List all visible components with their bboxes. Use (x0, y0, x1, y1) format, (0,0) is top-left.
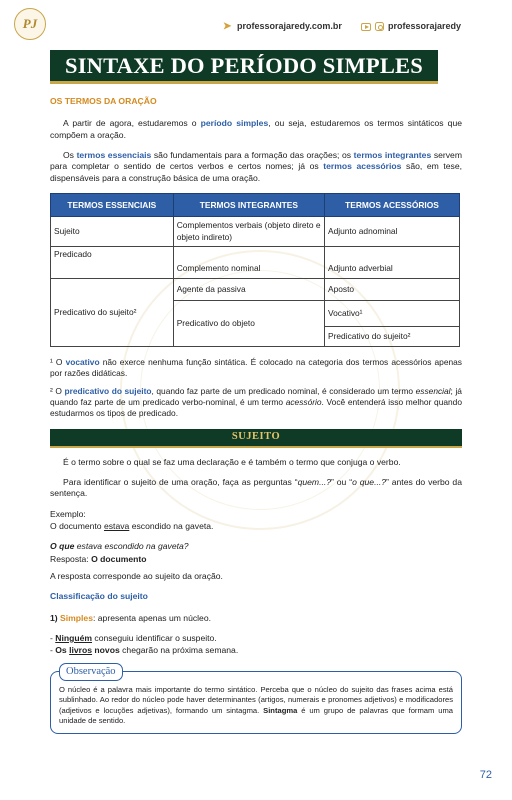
example-question: O que estava escondido na gaveta? (50, 541, 189, 552)
website-link[interactable] (223, 21, 342, 33)
sujeito-definition: É o termo sobre o qual se faz uma declaração e é também o termo que conjuga o verbo. (63, 456, 401, 467)
table-row (51, 279, 460, 301)
social-text: professorajaredy (388, 21, 462, 31)
example-sentence: O documento estava escondido na gaveta. (50, 520, 214, 531)
observation-box: Observação O núcleo é a palavra mais importante do termo sintático. Perceba que o núcleo do sujeito das frases acima está sublinhado. Ao redor do núcleo pode haver determinantes (artigos, numerais e pronomes adjetivos) e modificadores (adjetivos e locuções adjetivas), formando um sintagma. Sintagma é um grupo de palavras que formam uma unidade de sentido. (50, 671, 462, 734)
title-banner (50, 50, 438, 84)
table-cell: Predicativo do sujeito² (325, 327, 460, 347)
content (50, 96, 462, 734)
website-text: professorajaredy.com.br (237, 21, 342, 31)
table-cell: Vocativo¹ (325, 301, 460, 327)
example-conclusion: A resposta corresponde ao sujeito da oração. (50, 570, 223, 581)
table-cell: Predicativo do sujeito² (51, 279, 174, 347)
terms-table (50, 193, 460, 347)
highlight-periodo-simples: período simples (200, 118, 269, 129)
youtube-icon (361, 23, 371, 31)
table-row (51, 247, 460, 279)
section-title: OS TERMOS DA ORAÇÃO (50, 96, 157, 106)
observation-tab: Observação (59, 663, 123, 681)
sujeito-banner (50, 429, 462, 448)
example-item-1: - Ninguém conseguiu identificar o suspeito. (50, 632, 217, 643)
page-title: SINTAXE DO PERÍODO SIMPLES (65, 52, 423, 78)
footnote-1: ¹ O vocativo não exerce nenhuma função sintática. É colocado na categoria dos termos acessórios apenas por razões didáticas. (50, 357, 462, 379)
highlight-termos-acessorios: termos acessórios (323, 161, 402, 172)
page-number: 72 (479, 769, 492, 781)
table-cell: Complemento nominal (173, 247, 324, 279)
terms-paragraph: Os termos essenciais são fundamentais para a formação das orações; os termos integrantes servem para completar o sentido de certos verbos e certos nomes; já os termos acessórios são, em tese, dispensáveis para a construção básica de uma oração. (50, 150, 462, 183)
intro-paragraph: A partir de agora, estudaremos o período simples, ou seja, estudaremos os termos sintáticos que compõem a oração. (50, 118, 462, 140)
sujeito-identify: Para identificar o sujeito de uma oração, faça as perguntas “quem...?” ou “o que...?” antes do verbo da sentença. (50, 476, 462, 499)
header-integrantes: TERMOS INTEGRANTES (173, 194, 324, 217)
table-header-row (51, 194, 460, 217)
table-cell: Adjunto adverbial (325, 247, 460, 279)
sujeito-title: SUJEITO (231, 431, 281, 443)
simples-item: 1) Simples: apresenta apenas um núcleo. (50, 612, 212, 623)
table-cell: Predicativo do objeto (173, 301, 324, 347)
table-cell: Agente da passiva (173, 279, 324, 301)
header-acessorios: TERMOS ACESSÓRIOS (325, 194, 460, 217)
highlight-termos-integrantes: termos integrantes (353, 150, 432, 161)
table-cell: Complementos verbais (objeto direto e objeto indireto) (173, 217, 324, 247)
table-cell: Predicado (51, 247, 174, 279)
table-cell: Adjunto adnominal (325, 217, 460, 247)
example-item-2: - Os livros novos chegarão na próxima semana. (50, 645, 239, 656)
social-handle[interactable] (361, 21, 461, 33)
highlight-termos-essenciais: termos essenciais (76, 150, 152, 161)
brand-logo: PJ (14, 8, 46, 40)
example-answer: Resposta: O documento (50, 553, 147, 564)
instagram-icon (375, 22, 384, 31)
header-essenciais: TERMOS ESSENCIAIS (51, 194, 174, 217)
table-cell: Sujeito (51, 217, 174, 247)
table-row (51, 217, 460, 247)
paper-plane-icon: ➤ (223, 20, 232, 32)
table-cell: Aposto (325, 279, 460, 301)
example-label: Exemplo: (50, 508, 86, 519)
classification-title: Classificação do sujeito (50, 591, 148, 602)
footnote-2: ² O predicativo do sujeito, quando faz parte de um predicado nominal, é considerado um termo essencial; já quando faz parte de um predicado verbo-nominal, é um termo acessório. Você entenderá isso melhor quando estudarmos os tipos de predicado. (50, 386, 462, 419)
